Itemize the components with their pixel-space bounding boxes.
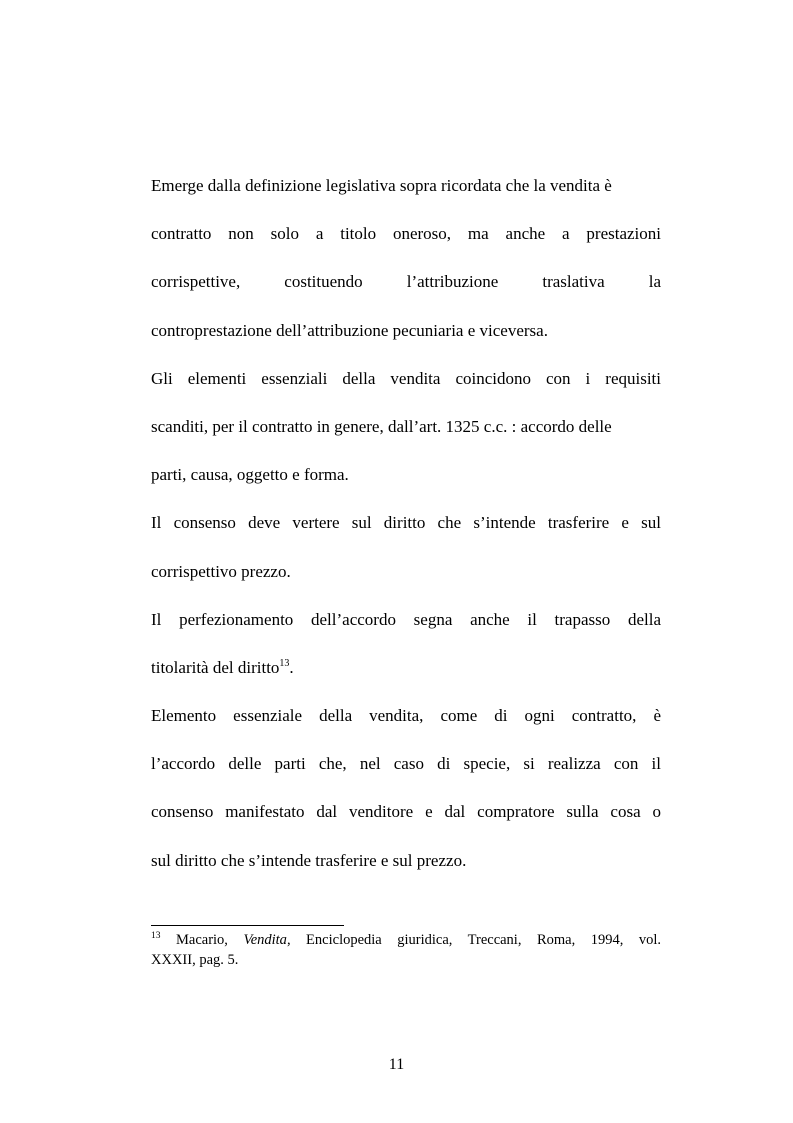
footnote-separator — [151, 925, 344, 926]
paragraph-line-12: Elemento essenziale della vendita, come di ogni contratto, è — [151, 706, 661, 726]
footnote-line-2: XXXII, pag. 5. — [151, 952, 239, 968]
footnote-marker: 13 — [151, 931, 161, 941]
paragraph-line-15: sul diritto che s’intende trasferire e sul prezzo. — [151, 850, 467, 870]
paragraph-line-6: scanditi, per il contratto in genere, dall’art. 1325 c.c. : accordo delle — [151, 416, 612, 436]
footnote — [151, 930, 661, 970]
paragraph-line-13: l’accordo delle parti che, nel caso di specie, si realizza con il — [151, 754, 661, 774]
footnote-author: Macario, — [176, 932, 228, 948]
paragraph-line-3: corrispettive, costituendo l’attribuzione traslativa la — [151, 272, 661, 292]
paragraph-line-1: Emerge dalla definizione legislativa sopra ricordata che la vendita è — [151, 176, 612, 195]
footnote-context-text: titolarità del diritto — [151, 657, 280, 677]
paragraph-line-9: corrispettivo prezzo. — [151, 561, 291, 581]
footnote-title: Vendita — [243, 932, 287, 948]
footnote-line-1 — [151, 930, 661, 950]
paragraph-line-11 — [151, 650, 661, 698]
page-number: 11 — [388, 1056, 405, 1073]
footnote-citation: , Enciclopedia giuridica, Treccani, Roma, 1994, vol. — [286, 932, 661, 948]
paragraph-line-10: Il perfezionamento dell’accordo segna anche il trapasso della — [151, 609, 661, 629]
paragraph-line-7: parti, causa, oggetto e forma. — [151, 465, 349, 485]
paragraph-line-14: consenso manifestato dal venditore e dal compratore sulla cosa o — [151, 802, 661, 822]
sentence-period: . — [289, 657, 294, 677]
paragraph-line-4: controprestazione dell’attribuzione pecuniaria e viceversa. — [151, 320, 548, 340]
paragraph-line-5: Gli elementi essenziali della vendita coincidono con i requisiti — [151, 368, 661, 388]
paragraph-line-2: contratto non solo a titolo oneroso, ma anche a prestazioni — [151, 224, 661, 244]
paragraph-line-8: Il consenso deve vertere sul diritto che s’intende trasferire e sul — [151, 513, 661, 533]
body-text — [151, 168, 661, 891]
footnote-reference[interactable]: 13 — [279, 657, 290, 669]
